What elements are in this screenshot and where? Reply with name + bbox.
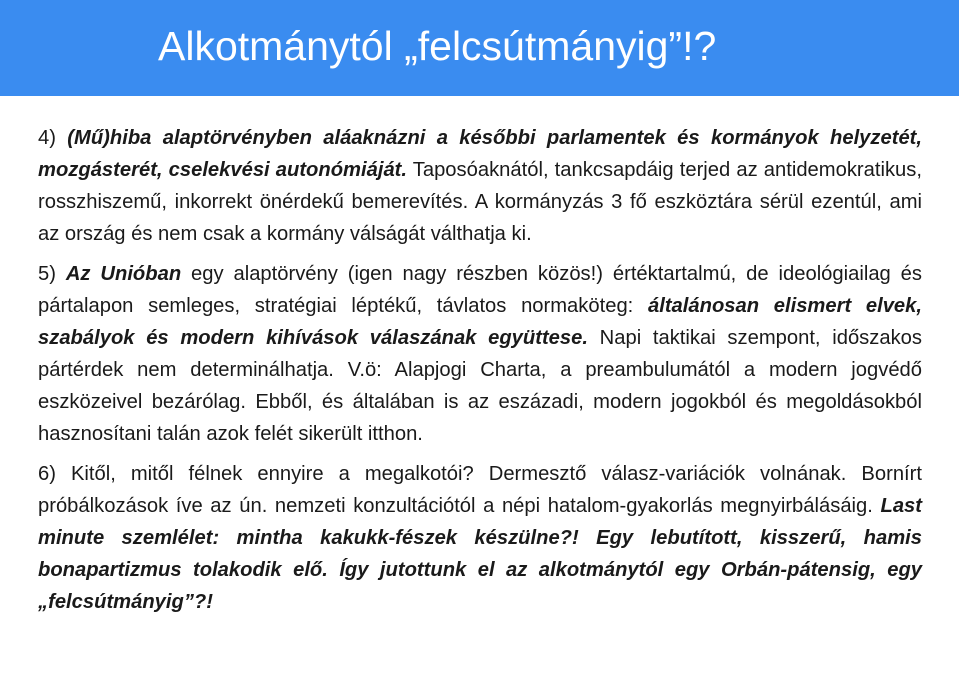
paragraph-4-text: Taposóaknától, tankcsapdáig terjed az antidemokratikus, rosszhiszemű, inkorrekt önérdekű bemerevítés. A kormányzás 3 fő eszköztára sérül ezentúl, ami az ország és nem csak a kormány válságát válthatja ki. <box>38 159 922 245</box>
paragraph-5-number: 5) <box>38 263 66 285</box>
title-bar <box>0 0 959 96</box>
paragraph-4-emphasis: (Mű)hiba alaptörvényben aláaknázni a későbbi parlamentek és kormányok helyzetét, mozgásterét, cselekvési autonómiáját. <box>38 127 923 181</box>
paragraph-5-emphasis-principles: általánosan elismert elvek, szabályok és modern kihívások válaszának együttese. <box>38 295 922 349</box>
paragraph-4-number: 4) <box>38 127 68 149</box>
paragraph-5-emphasis-union: Az Unióban <box>65 263 182 285</box>
paragraph-5 <box>38 258 922 450</box>
paragraph-5-text-end: Napi taktikai szempont, időszakos pártérdek nem determinálhatja. V.ö: Alapjogi Charta, a preambulumától a modern jogvédő eszközeivel bezárólag. Ebből, és általában is az eszázadi, modern jogokból és megoldásokból hasznosítani talán azok felét sikerült itthon. <box>38 327 922 445</box>
paragraph-4 <box>38 122 922 250</box>
paragraph-5-text-middle: egy alaptörvény (igen nagy részben közös!) értéktartalmú, de ideológiailag és pártalapon semleges, stratégiai léptékű, távlatos normaköteg: <box>38 263 922 317</box>
paragraph-6-text: 6) Kitől, mitől félnek ennyire a megalkotói? Dermesztő válasz-variációk volnának. Bornírt próbálkozások íve az ún. nemzeti konzultációtól a népi hatalom-gyakorlás megnyirbálásáig. <box>38 463 922 517</box>
paragraph-6-emphasis: Last minute szemlélet: mintha kakukk-fészek készülne?! Egy lebutított, kisszerű, hamis bonapartizmus tolakodik elő. Így jutottunk el az alkotmánytól egy Orbán-pátensig, egy „felcsútmányig”?! <box>38 495 922 613</box>
slide-body <box>38 122 922 628</box>
slide-title: Alkotmánytól „felcsútmányig”!? <box>158 23 717 69</box>
paragraph-6 <box>38 458 922 618</box>
